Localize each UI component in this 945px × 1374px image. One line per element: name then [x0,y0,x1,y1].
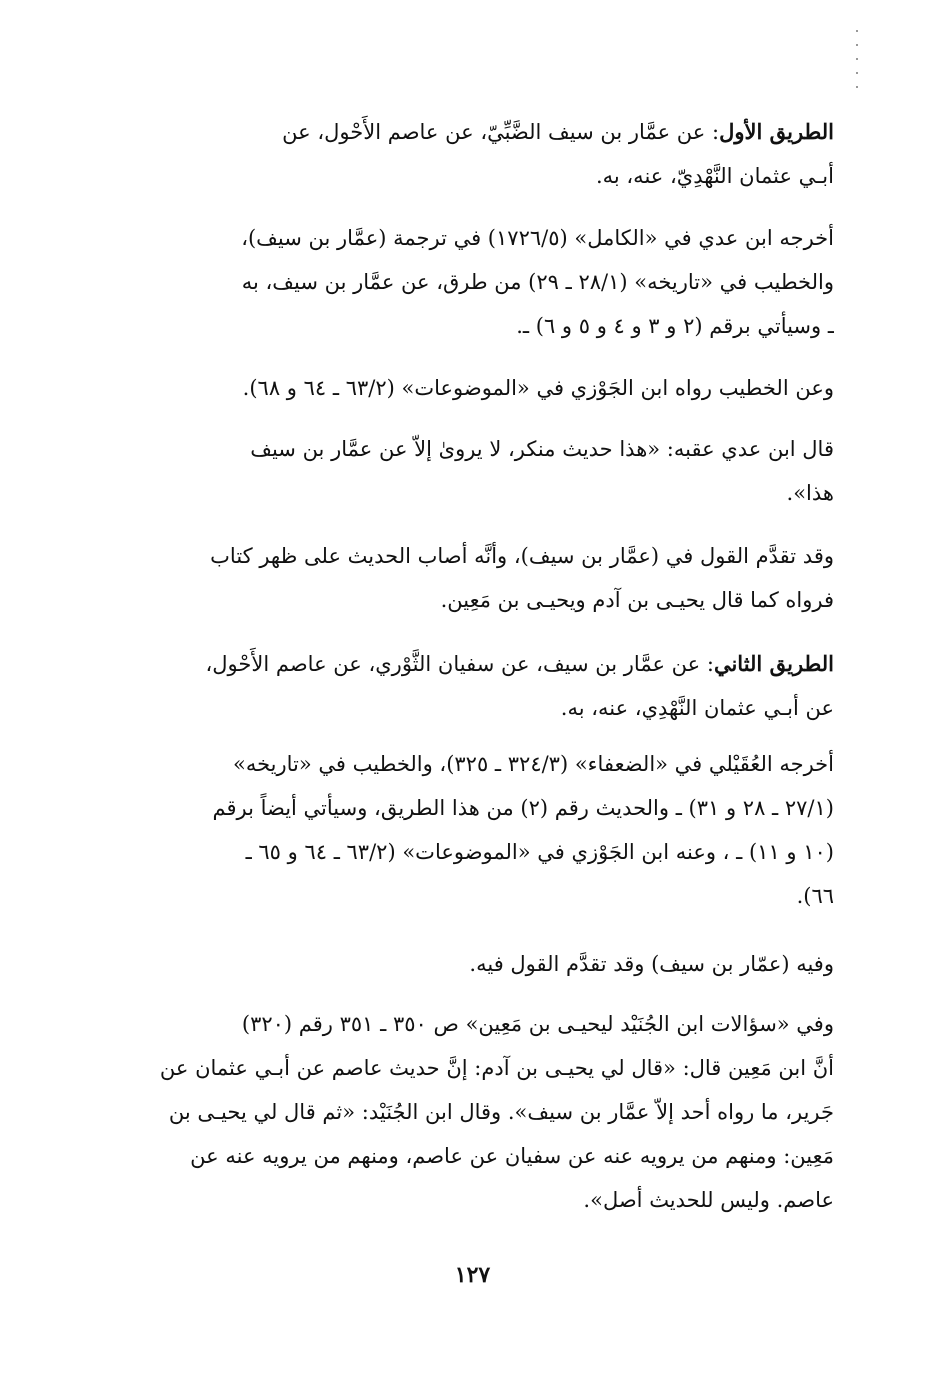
page-edge-mark [856,30,858,90]
paragraph-uqayli-takhrij [108,742,834,918]
text-line: (٢٧/١ ـ ٢٨ و ٣١) ـ والحديث رقم (٢) من هذا الطريق، وسيأتي أيضاً برقم [212,796,834,820]
text-line: أبـي عثمان النَّهْدِيّ، عنه، به. [595,164,834,188]
text-line: عاصم. وليس للحديث أصل». [583,1188,834,1212]
text-line: عن أبـي عثمان النَّهْدِي، عنه، به. [560,696,834,720]
paragraph-ibn-adi-comment [108,427,834,515]
text-line: وقد تقدَّم القول في (عمَّار بن سيف)، وأنَّه أصاب الحديث على ظهر كتاب [210,544,834,568]
heading-first-route: الطريق الأول [719,119,834,144]
paragraph-ibn-junayd [108,1002,834,1222]
text-span: : عن عمَّار بن سيف، عن سفيان الثَّوْري، عن عاصم الأَحْول، [205,652,714,676]
text-span: : عن عمَّار بن سيف الضَّبِّيّ، عن عاصم الأَحْول، عن [282,120,720,144]
heading-second-route: الطريق الثاني [713,651,834,676]
text-line: جَرير، ما رواه أحد إلاّ عمَّار بن سيف». وقال ابن الجُنَيْد: «ثم قال لي يحيـى بن [168,1100,834,1124]
text-line [108,642,834,686]
text-line: والخطيب في «تاريخه» (٢٨/١ ـ ٢٩) من طرق، عن عمَّار بن سيف، به [241,270,834,294]
text-line: أنَّ ابن مَعِين قال: «قال لي يحيـى بن آدم: إنَّ حديث عاصم عن أبـي عثمان عن [159,1056,834,1080]
paragraph-khatib-jawzi [108,366,834,410]
text-line: هذا». [786,481,834,505]
page-number: ١٢٧ [454,1262,491,1288]
text-line: فرواه كما قال يحيـى بن آدم ويحيـى بن مَعِين. [440,588,834,612]
paragraph-first-route [108,110,834,198]
text-line: مَعِين: ومنهم من يرويه عنه عن سفيان عن عاصم، ومنهم من يرويه عنه عن [190,1144,834,1168]
text-line: ٦٦). [796,884,834,908]
text-line: ـ وسيأتي برقم (٢ و ٣ و ٤ و ٥ و ٦) ـ. [516,314,834,338]
text-line: وفي «سؤالات ابن الجُنَيْد ليحيـى بن مَعِين» ص ٣٥٠ ـ ٣٥١ رقم (٣٢٠) [241,1012,834,1036]
text-line: أخرجه ابن عدي في «الكامل» (١٧٢٦/٥) في ترجمة (عمَّار بن سيف)، [241,226,834,250]
text-line: قال ابن عدي عقبه: «هذا حديث منكر، لا يروىٰ إلاّ عن عمَّار بن سيف [250,437,834,461]
text-line: وعن الخطيب رواه ابن الجَوْزي في «الموضوعات» (٦٣/٢ ـ ٦٤ و ٦٨). [242,376,834,400]
paragraph-ibn-adi-takhrij [108,216,834,348]
paragraph-second-route [108,642,834,730]
paragraph-ammar-note [108,534,834,622]
text-line: وفيه (عمّار بن سيف) وقد تقدَّم القول فيه. [469,952,834,976]
text-line [108,110,834,154]
text-line: (١٠ و ١١) ـ ، وعنه ابن الجَوْزي في «الموضوعات» (٦٣/٢ ـ ٦٤ و ٦٥ ـ [245,840,834,864]
paragraph-ammar-in-it [108,942,834,986]
text-line: أخرجه العُقَيْلي في «الضعفاء» (٣٢٤/٣ ـ ٣٢٥)، والخطيب في «تاريخه» [233,752,834,776]
